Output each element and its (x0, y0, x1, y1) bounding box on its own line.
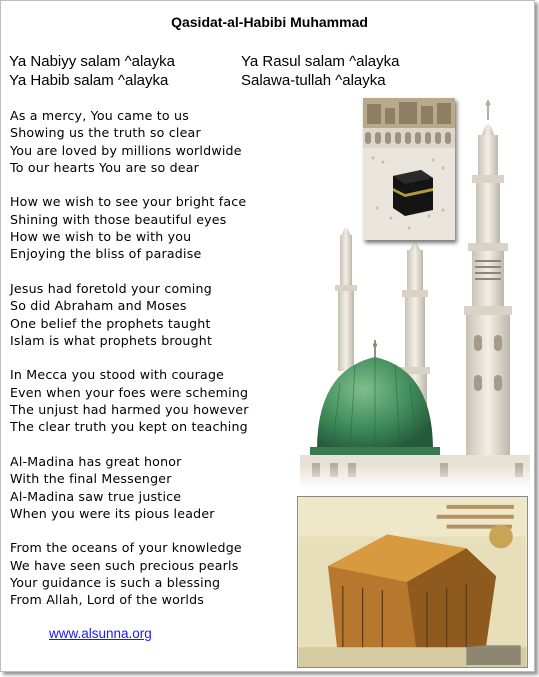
salam-line: Ya Habib salam ^alayka (9, 72, 169, 89)
poem-line: As a mercy, You came to us (10, 108, 189, 123)
poem-line: From the oceans of your knowledge (10, 540, 242, 556)
poem-line: Jesus had foretold your coming (10, 280, 212, 296)
kaaba-photo (363, 98, 455, 240)
poem-line: How we wish to be with you (10, 229, 192, 245)
kaaba-cube (393, 170, 433, 216)
salam-right-column (241, 52, 400, 90)
site-link[interactable]: www.alsunna.org (49, 626, 152, 641)
salam-left-column (9, 52, 175, 90)
stanza (10, 193, 249, 262)
shrine-photo (297, 496, 528, 668)
poem-line: The clear truth you kept on teaching (10, 419, 248, 435)
poem-line: From Allah, Lord of the worlds (10, 592, 205, 608)
stanza (10, 453, 249, 522)
poem-line: So did Abraham and Moses (10, 298, 187, 314)
poem-line: Shining with those beautiful eyes (10, 211, 227, 227)
poem-line: One belief the prophets taught (10, 315, 211, 331)
stanza (10, 366, 249, 435)
poem-line: You are loved by millions worldwide (10, 142, 242, 158)
poem-line: Your guidance is such a blessing (10, 575, 221, 591)
tall-minaret (464, 100, 512, 490)
poem-line: The unjust had harmed you however (10, 402, 249, 418)
poem-line: Even when your foes were scheming (10, 384, 249, 400)
salam-line: Ya Rasul salam ^alayka (241, 53, 400, 70)
poem-line: In Mecca you stood with courage (10, 367, 225, 383)
poem-line: We have seen such precious pearls (10, 557, 239, 573)
poem-line: When you were its pious leader (10, 505, 215, 521)
poem-line: Enjoying the bliss of paradise (10, 246, 202, 262)
poem (10, 107, 249, 626)
poem-line: Al-Madina has great honor (10, 453, 182, 469)
poem-line: Islam is what prophets brought (10, 332, 213, 348)
stanza (10, 107, 249, 176)
salam-line: Ya Nabiyy salam ^alayka (9, 53, 175, 70)
poem-line: Al-Madina saw true justice (10, 488, 182, 504)
poem-line: To our hearts You are so dear (10, 159, 200, 175)
left-minaret (335, 228, 357, 372)
stanza (10, 539, 249, 608)
poem-line: With the final Messenger (10, 471, 172, 487)
poem-line: Showing us the truth so clear (10, 125, 201, 141)
stanza (10, 280, 249, 349)
page-title: Qasidat-al-Habibi Muhammad (171, 14, 368, 30)
salam-line: Salawa-tullah ^alayka (241, 72, 386, 89)
poem-line: How we wish to see your bright face (10, 194, 247, 210)
